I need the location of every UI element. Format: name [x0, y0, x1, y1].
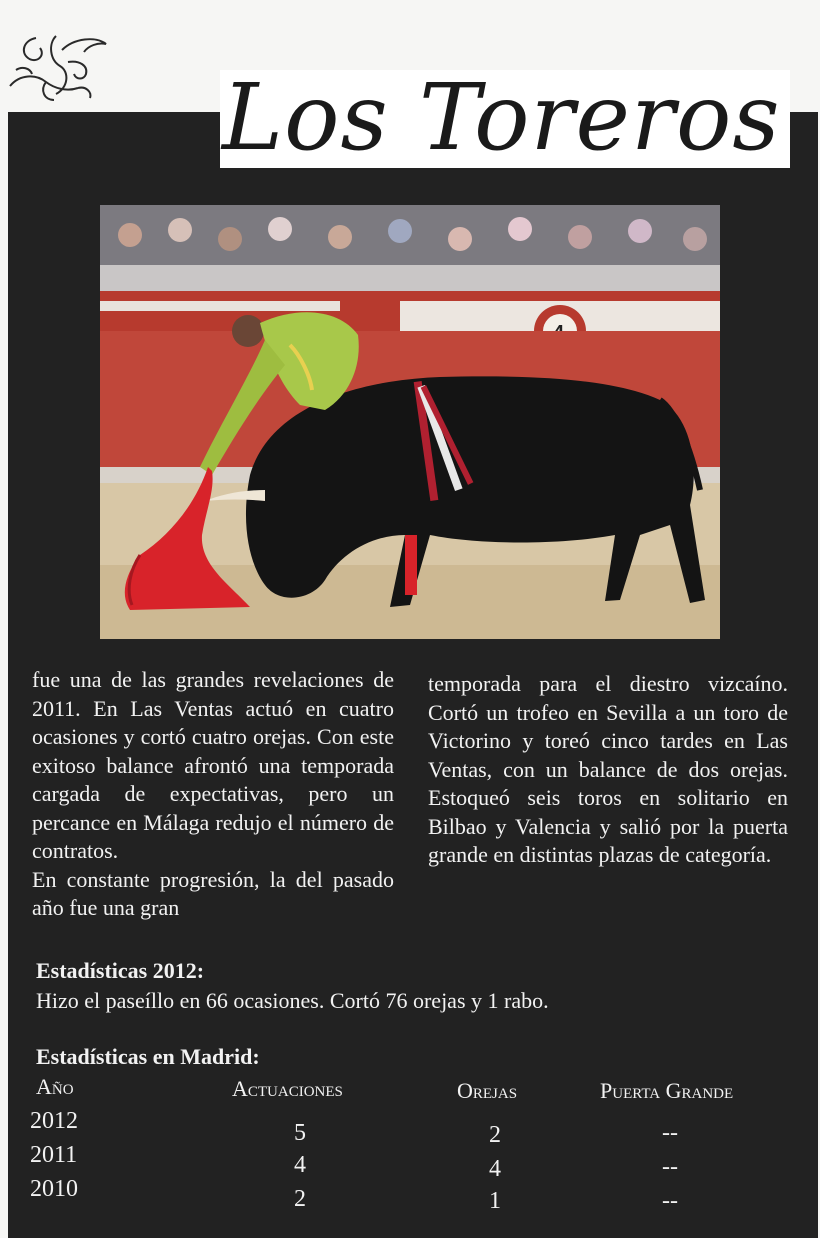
row-actuaciones: 4 [294, 1152, 306, 1178]
row-puerta-grande: -- [662, 1188, 678, 1214]
row-orejas: 1 [489, 1188, 501, 1214]
stats-2012-text: Hizo el paseíllo en 66 ocasiones. Cortó 76 orejas y 1 rabo. [36, 988, 549, 1013]
page-title: Los Toreros [222, 64, 781, 171]
row-orejas: 4 [489, 1156, 501, 1182]
row-actuaciones: 5 [294, 1120, 306, 1146]
article-column-left [32, 666, 394, 923]
column-header-orejas: Orejas [457, 1078, 518, 1103]
paragraph: En constante progresión, la del pasado año fue una gran [32, 866, 394, 920]
flourish-ornament-icon [6, 30, 114, 104]
column-header-year: Año [36, 1074, 74, 1099]
row-year: 2012 [30, 1108, 78, 1134]
row-puerta-grande: -- [662, 1154, 678, 1180]
row-actuaciones: 2 [294, 1186, 306, 1212]
column-header-actuaciones: Actuaciones [232, 1076, 343, 1101]
paragraph: fue una de las grandes revelaciones de 2011. En Las Ventas actuó en cuatro ocasiones y cortó cuatro orejas. Con este exitoso balance afrontó una temporada cargada de expectativas, pero un percance en Málaga redujo el número de contratos. [32, 667, 394, 863]
paragraph: temporada para el diestro vizcaíno. Cortó un trofeo en Sevilla a un toro de Victorino y toreó cinco tardes en Las Ventas, con un balance de dos orejas. Estoqueó seis toros en solitario en Bilbao y Valencia y salió por la puerta grande en distintas plazas de categoría. [428, 671, 788, 867]
row-orejas: 2 [489, 1122, 501, 1148]
row-year: 2011 [30, 1142, 78, 1168]
row-year: 2010 [30, 1176, 78, 1202]
stats-2012-heading: Estadísticas 2012: [36, 958, 205, 983]
row-puerta-grande: -- [662, 1120, 678, 1146]
bullfight-photo [100, 205, 720, 639]
column-header-puerta-grande: Puerta Grande [600, 1078, 734, 1103]
article-column-right [428, 670, 788, 870]
madrid-stats-heading: Estadísticas en Madrid: [36, 1044, 260, 1069]
